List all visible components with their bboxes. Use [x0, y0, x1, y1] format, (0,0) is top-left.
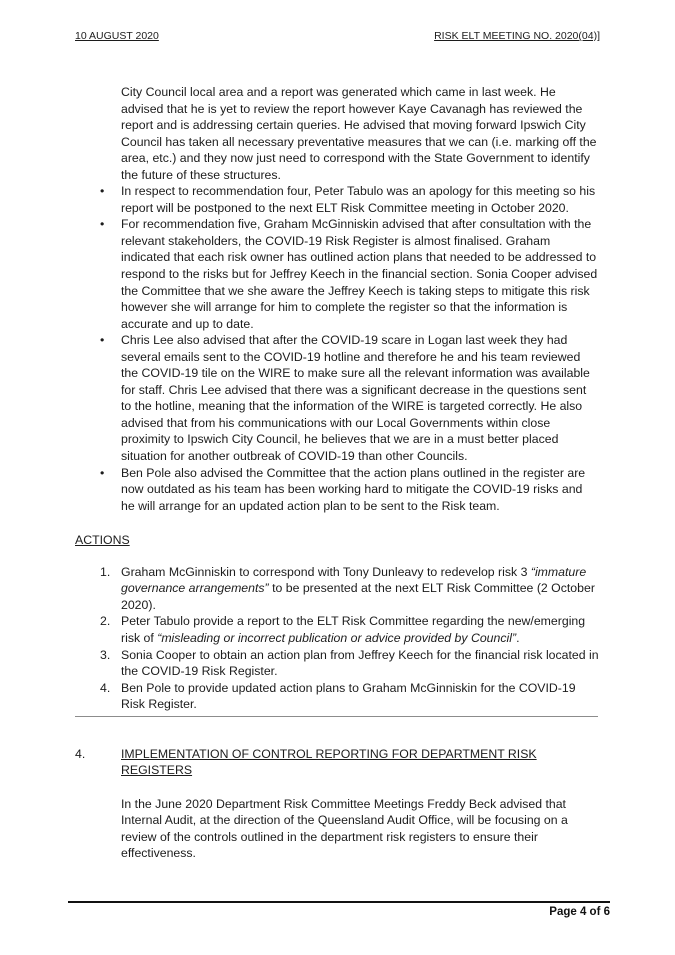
bullet-marker: • — [100, 333, 105, 348]
actions-heading: ACTIONS — [75, 533, 130, 548]
intro-paragraph: City Council local area and a report was generated which came in last week. He advised that he is yet to review the report however Kaye Cavanagh has reviewed the report and is addressing certain queries. He advised that moving forward Ipswich City Council has taken all necessary preventative measures that we can (i.e. marking off the area, etc.) and they now just need to correspond with the State Government to identify the future of these structures. — [121, 85, 597, 182]
header-meeting-ref: RISK ELT MEETING NO. 2020(04)] — [434, 30, 600, 42]
bullet-text: Chris Lee also advised that after the COVID-19 scare in Logan last week they had several emails sent to the COVID-19 hotline and therefore he and his team reviewed the COVID-19 tile on the WIRE to make sure all the relevant information was available for staff. Chris Lee advised that there was a significant decrease in the questions sent to the hotline, meaning that the information of the WIRE is targeted correctly. He also advised that from his communications with our Local Governments within close proximity to Ipswich City Council, he believes that we are in a must better placed situation for another outbreak of COVID-19 than other Councils. — [121, 333, 590, 464]
action-text-italic: “immature governance arrangements” — [121, 564, 587, 596]
action-text-pre: Peter Tabulo provide a report to the ELT Risk Committee regarding the new/emerging risk of — [121, 614, 586, 645]
section-heading-row — [75, 746, 599, 779]
bullet-item — [100, 216, 599, 332]
section-divider — [75, 716, 598, 717]
header-date: 10 AUGUST 2020 — [75, 30, 159, 42]
bullet-text: In respect to recommendation four, Peter Tabulo was an apology for this meeting so his report will be postponed to the next ELT Risk Committee meeting in October 2020. — [121, 184, 596, 215]
action-item — [100, 680, 599, 713]
action-item — [100, 564, 599, 614]
bullet-item — [100, 183, 599, 216]
page-header — [75, 30, 600, 43]
action-item — [100, 613, 599, 646]
action-text-pre: Sonia Cooper to obtain an action plan from Jeffrey Keech for the financial risk located in the COVID-19 Risk Register. — [121, 647, 599, 679]
page-footer — [68, 901, 610, 918]
actions-list — [100, 564, 599, 713]
action-text-post: . — [516, 630, 520, 645]
action-number: 2. — [100, 614, 111, 629]
bullet-item — [100, 332, 599, 464]
bullet-marker: • — [100, 217, 105, 232]
action-text-italic: “misleading or incorrect publication or advice provided by Council” — [157, 630, 517, 645]
bullet-text: For recommendation five, Graham McGinniskin advised that after consultation with the relevant stakeholders, the COVID-19 Risk Register is almost finalised. Graham indicated that each risk owner has outlined action plans that needed to be addressed to respond to the risks but for Jeffrey Keech in the financial section. Sonia Cooper advised the Committee that we she aware the Jeffrey Keech is taking steps to mitigate this risk however she will arrange for him to complete the register so that the information is accurate and up to date. — [121, 217, 598, 331]
section-paragraph: In the June 2020 Department Risk Committee Meetings Freddy Beck advised that Internal Audit, at the direction of the Queensland Audit Office, will be focusing on a review of the controls outlined in the department risk registers to ensure their effectiveness. — [121, 796, 568, 861]
action-item — [100, 647, 599, 680]
section-number: 4. — [75, 746, 86, 761]
bullet-marker: • — [100, 184, 105, 199]
minutes-body — [100, 84, 599, 514]
action-text-pre: Graham McGinniskin to correspond with Tony Dunleavy to redevelop risk 3 — [121, 564, 531, 579]
actions-section — [100, 564, 599, 713]
action-number: 4. — [100, 680, 111, 695]
page-number: Page 4 of 6 — [549, 906, 610, 918]
action-number: 3. — [100, 647, 111, 662]
bullet-marker: • — [100, 465, 105, 480]
section-heading: IMPLEMENTATION OF CONTROL REPORTING FOR DEPARTMENT RISK REGISTERS — [121, 746, 537, 778]
minutes-bullet-list — [100, 183, 599, 514]
action-text-post: to be presented at the next ELT Risk Committee (2 October 2020). — [121, 581, 595, 612]
bullet-text: Ben Pole also advised the Committee that the action plans outlined in the register are now outdated as his team has been working hard to mitigate the COVID-19 risks and he will arrange for an updated action plan to be sent to the Risk team. — [121, 465, 586, 513]
action-number: 1. — [100, 564, 111, 579]
action-text-pre: Ben Pole to provide updated action plans to Graham McGinniskin for the COVID-19 Risk Register. — [121, 680, 576, 712]
bullet-item — [100, 465, 599, 515]
